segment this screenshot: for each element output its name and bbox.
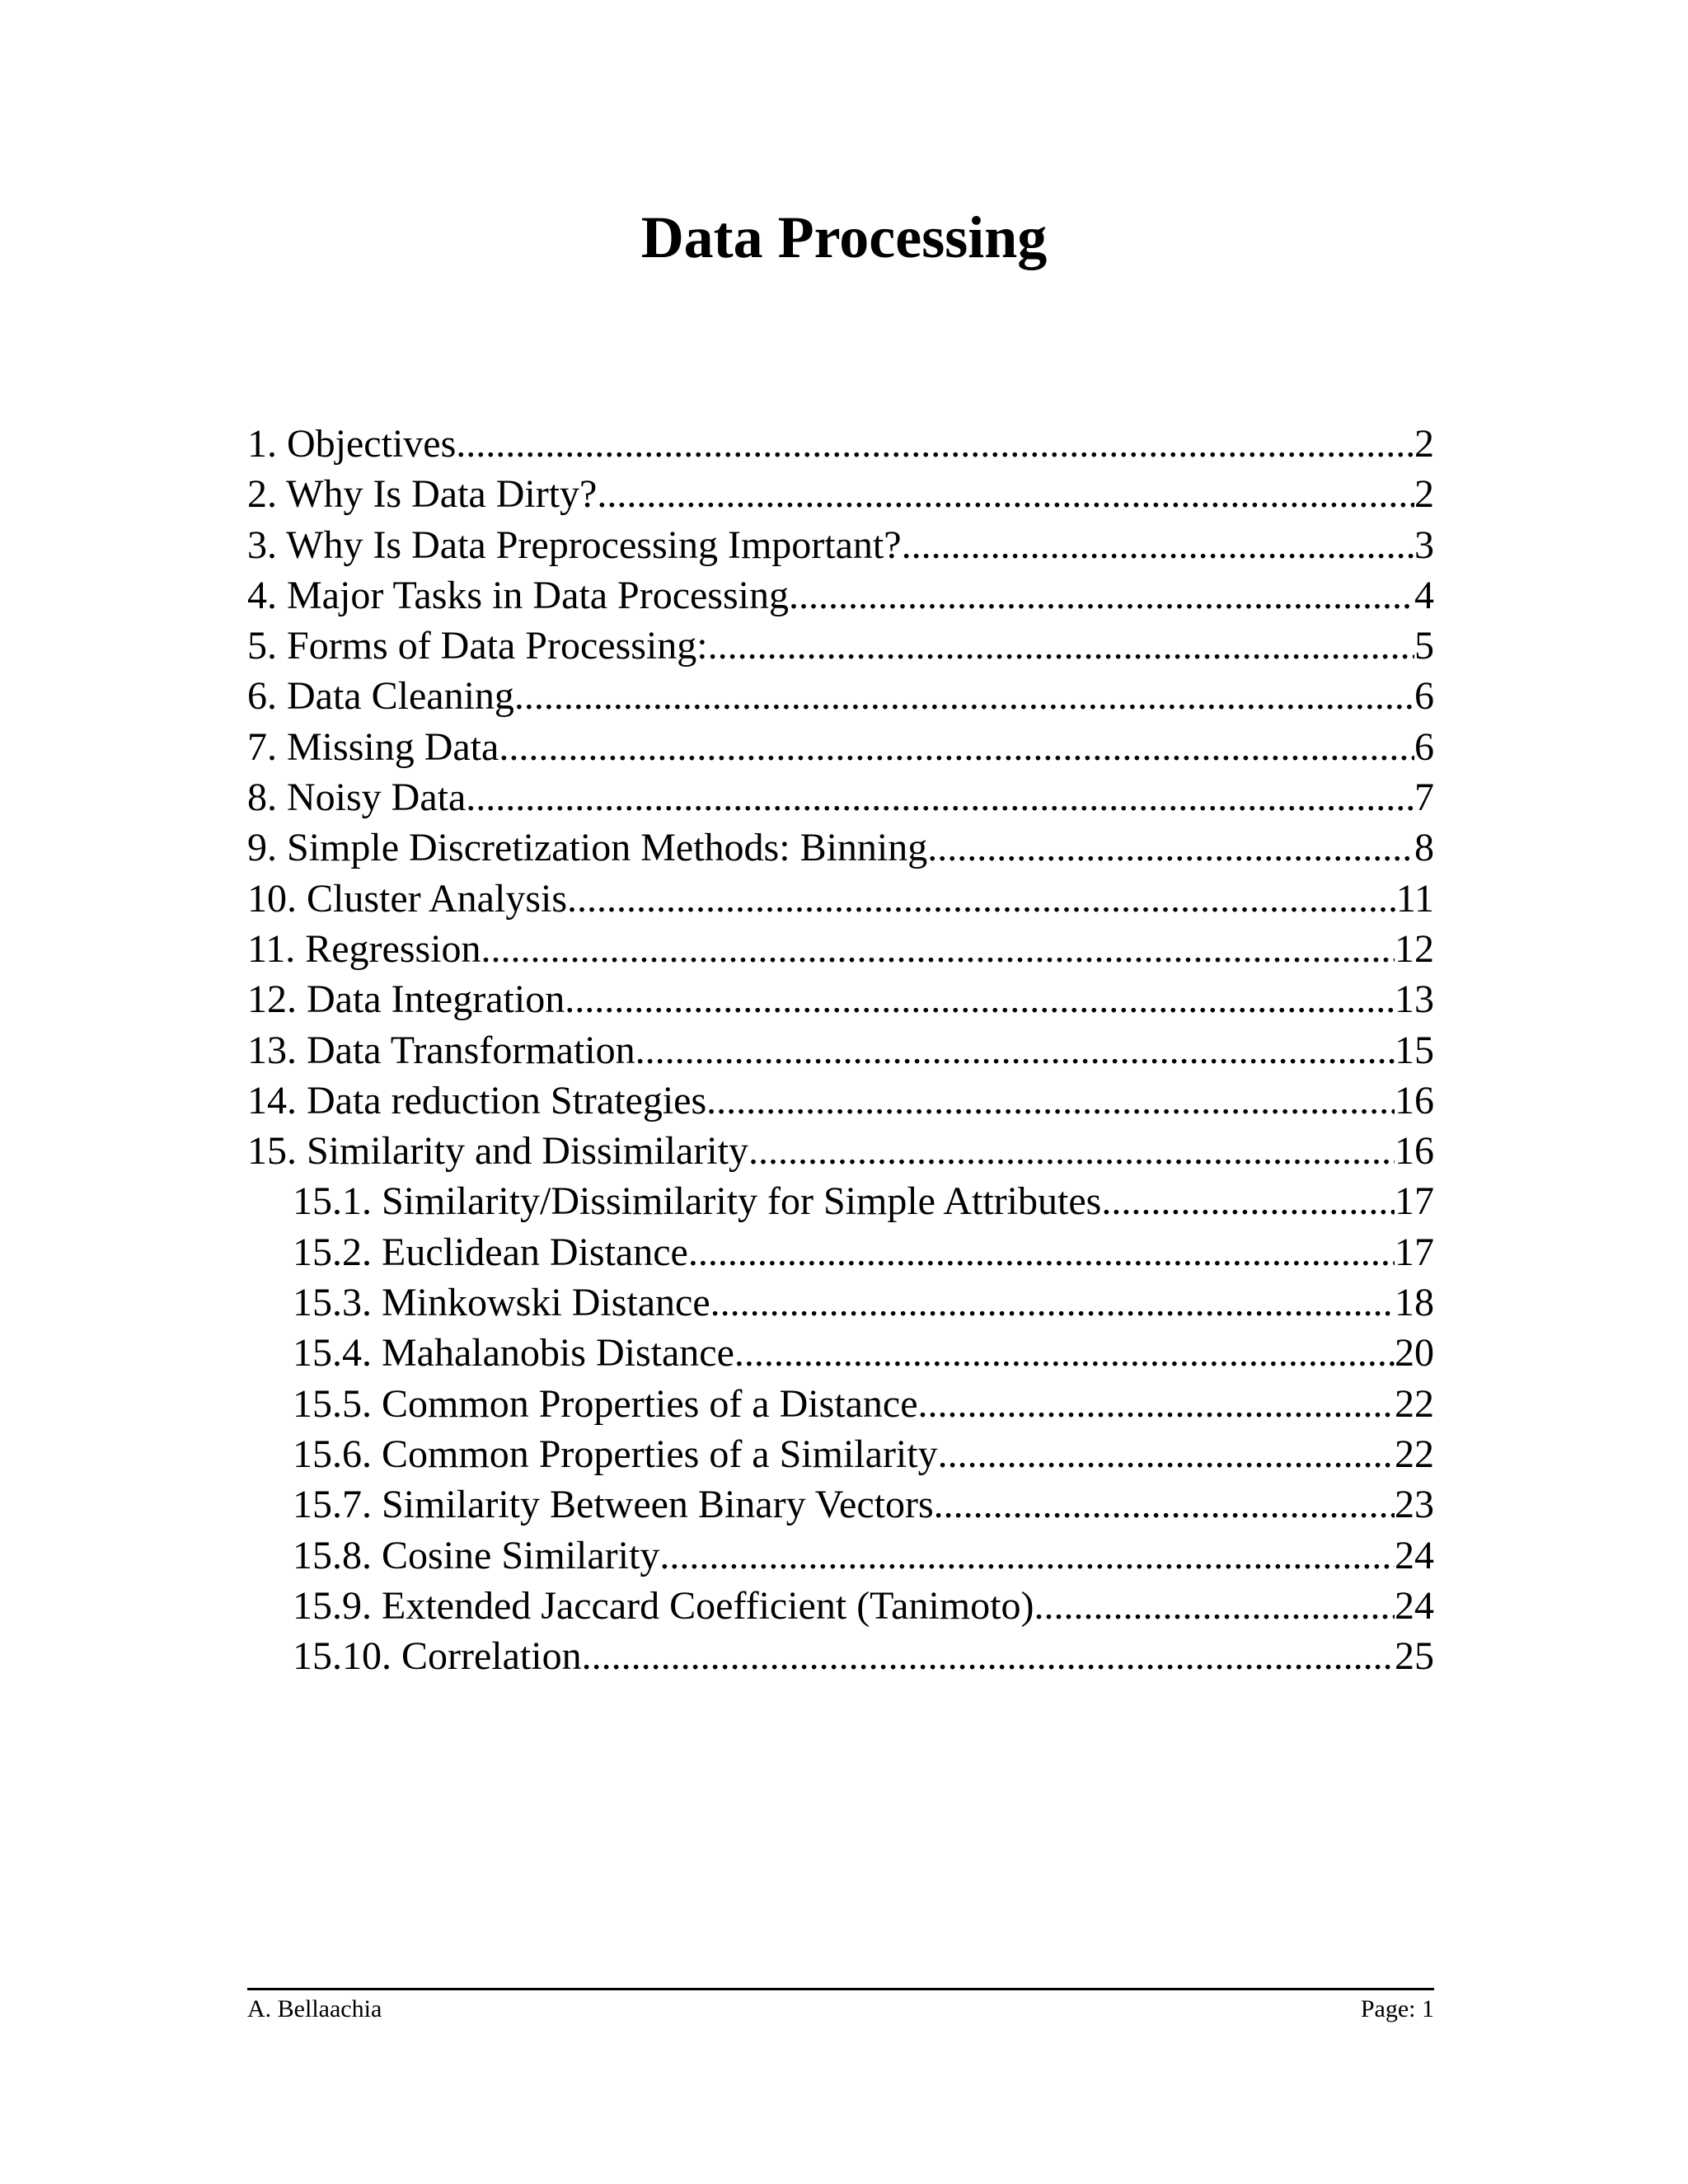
toc-entry-page[interactable]: 24 [1395, 1583, 1434, 1628]
footer-author: A. Bellaachia [247, 1995, 382, 2022]
toc-dot-leader [659, 1530, 1395, 1581]
toc-entry-page[interactable]: 13 [1395, 977, 1434, 1022]
toc-entry-page[interactable]: 15 [1395, 1028, 1434, 1072]
toc-entry-label[interactable]: 15. Similarity and Dissimilarity [247, 1129, 748, 1174]
footer-divider [247, 1988, 1434, 1990]
toc-entry-page[interactable]: 20 [1395, 1331, 1434, 1376]
toc-dot-leader [565, 974, 1395, 1024]
toc-entry[interactable] [247, 1025, 1434, 1076]
footer-page-number: Page: 1 [1360, 1995, 1434, 2022]
toc-dot-leader [1101, 1176, 1395, 1226]
toc-entry-label[interactable]: 1. Objectives [247, 422, 457, 466]
toc-entry-label[interactable]: 3. Why Is Data Preprocessing Important? [247, 523, 902, 567]
toc-entry[interactable] [247, 1479, 1434, 1530]
toc-entry-page[interactable]: 16 [1395, 1129, 1434, 1174]
toc-entry[interactable] [247, 520, 1434, 570]
toc-entry-label[interactable]: 10. Cluster Analysis [247, 876, 568, 921]
toc-entry-label[interactable]: 9. Simple Discretization Methods: Binning [247, 826, 928, 870]
toc-entry-label[interactable]: 4. Major Tasks in Data Processing [247, 573, 789, 617]
toc-entry-page[interactable]: 17 [1395, 1179, 1434, 1224]
toc-entry-label[interactable]: 15.6. Common Properties of a Similarity [293, 1432, 938, 1476]
toc-entry[interactable] [247, 722, 1434, 772]
toc-entry-page[interactable]: 2 [1414, 472, 1434, 517]
toc-dot-leader [499, 722, 1414, 772]
toc-entry-label[interactable]: 12. Data Integration [247, 977, 565, 1022]
toc-dot-leader [934, 1479, 1395, 1530]
toc-entry-page[interactable]: 16 [1395, 1078, 1434, 1122]
toc-entry[interactable] [247, 823, 1434, 873]
toc-entry-page[interactable]: 5 [1414, 624, 1434, 668]
toc-entry[interactable] [247, 924, 1434, 974]
toc-entry-label[interactable]: 2. Why Is Data Dirty? [247, 472, 598, 517]
table-of-contents [247, 419, 1434, 1681]
toc-entry-label[interactable]: 15.8. Cosine Similarity [293, 1533, 660, 1577]
toc-entry[interactable] [247, 570, 1434, 621]
toc-entry-label[interactable]: 8. Noisy Data [247, 776, 467, 820]
toc-entry-page[interactable]: 22 [1395, 1432, 1434, 1476]
toc-entry-page[interactable]: 22 [1395, 1381, 1434, 1426]
toc-entry[interactable] [247, 874, 1434, 924]
toc-dot-leader [456, 419, 1414, 469]
toc-dot-leader [748, 1126, 1395, 1176]
toc-dot-leader [902, 520, 1414, 570]
toc-entry-label[interactable]: 6. Data Cleaning [247, 674, 514, 719]
toc-dot-leader [734, 1328, 1395, 1378]
toc-entry-page[interactable]: 3 [1414, 523, 1434, 567]
toc-entry-page[interactable]: 6 [1414, 674, 1434, 719]
toc-dot-leader [927, 823, 1414, 873]
toc-entry[interactable] [247, 974, 1434, 1024]
toc-entry[interactable] [247, 1530, 1434, 1581]
toc-entry-page[interactable]: 8 [1414, 826, 1434, 870]
toc-entry[interactable] [247, 1581, 1434, 1631]
toc-entry[interactable] [247, 772, 1434, 823]
toc-entry-label[interactable]: 11. Regression [247, 926, 481, 971]
toc-entry[interactable] [247, 671, 1434, 721]
toc-entry[interactable] [247, 1227, 1434, 1277]
toc-dot-leader [582, 1631, 1395, 1681]
toc-entry[interactable] [247, 621, 1434, 671]
toc-entry[interactable] [247, 1176, 1434, 1226]
toc-dot-leader [918, 1379, 1395, 1429]
toc-entry[interactable] [247, 1379, 1434, 1429]
toc-dot-leader [567, 874, 1396, 924]
toc-dot-leader [938, 1429, 1395, 1479]
toc-dot-leader [789, 570, 1414, 621]
toc-entry-page[interactable]: 23 [1395, 1483, 1434, 1527]
toc-dot-leader [514, 671, 1414, 721]
page-title: Data Processing [640, 204, 1048, 270]
toc-entry-label[interactable]: 15.7. Similarity Between Binary Vectors [293, 1483, 934, 1527]
toc-dot-leader [1034, 1581, 1395, 1631]
toc-entry[interactable] [247, 1277, 1434, 1328]
toc-entry-page[interactable]: 17 [1395, 1230, 1434, 1274]
toc-entry-page[interactable]: 4 [1414, 573, 1434, 617]
toc-entry-page[interactable]: 24 [1395, 1533, 1434, 1577]
toc-entry-page[interactable]: 7 [1414, 776, 1434, 820]
toc-entry-page[interactable]: 18 [1395, 1281, 1434, 1325]
toc-dot-leader [481, 924, 1395, 974]
toc-entry[interactable] [247, 469, 1434, 519]
toc-entry-label[interactable]: 13. Data Transformation [247, 1028, 635, 1072]
toc-entry-label[interactable]: 15.3. Minkowski Distance [293, 1281, 710, 1325]
toc-entry-page[interactable]: 2 [1414, 422, 1434, 466]
toc-entry-page[interactable]: 6 [1414, 724, 1434, 769]
toc-entry-label[interactable]: 15.4. Mahalanobis Distance [293, 1331, 734, 1376]
toc-entry-label[interactable]: 7. Missing Data [247, 724, 499, 769]
toc-dot-leader [710, 1277, 1395, 1328]
toc-dot-leader [708, 621, 1414, 671]
toc-dot-leader [635, 1025, 1395, 1076]
toc-entry-label[interactable]: 15.9. Extended Jaccard Coefficient (Tanimoto) [293, 1583, 1034, 1628]
toc-entry-label[interactable]: 15.10. Correlation [293, 1634, 582, 1679]
toc-entry[interactable] [247, 1328, 1434, 1378]
toc-entry[interactable] [247, 1631, 1434, 1681]
toc-entry-label[interactable]: 5. Forms of Data Processing: [247, 624, 708, 668]
toc-entry[interactable] [247, 1076, 1434, 1126]
toc-entry-page[interactable]: 12 [1395, 926, 1434, 971]
toc-entry-label[interactable]: 14. Data reduction Strategies [247, 1078, 707, 1122]
toc-dot-leader [466, 772, 1414, 823]
toc-dot-leader [688, 1227, 1395, 1277]
toc-dot-leader [597, 469, 1414, 519]
toc-entry-page[interactable]: 11 [1395, 876, 1434, 921]
toc-entry[interactable] [247, 1429, 1434, 1479]
toc-dot-leader [706, 1076, 1395, 1126]
toc-entry[interactable] [247, 419, 1434, 469]
toc-entry-label[interactable]: 15.2. Euclidean Distance [293, 1230, 688, 1274]
toc-entry-label[interactable]: 15.1. Similarity/Dissimilarity for Simple Attributes [293, 1179, 1102, 1224]
toc-entry[interactable] [247, 1126, 1434, 1176]
toc-entry-page[interactable]: 25 [1395, 1634, 1434, 1679]
toc-entry-label[interactable]: 15.5. Common Properties of a Distance [293, 1381, 918, 1426]
